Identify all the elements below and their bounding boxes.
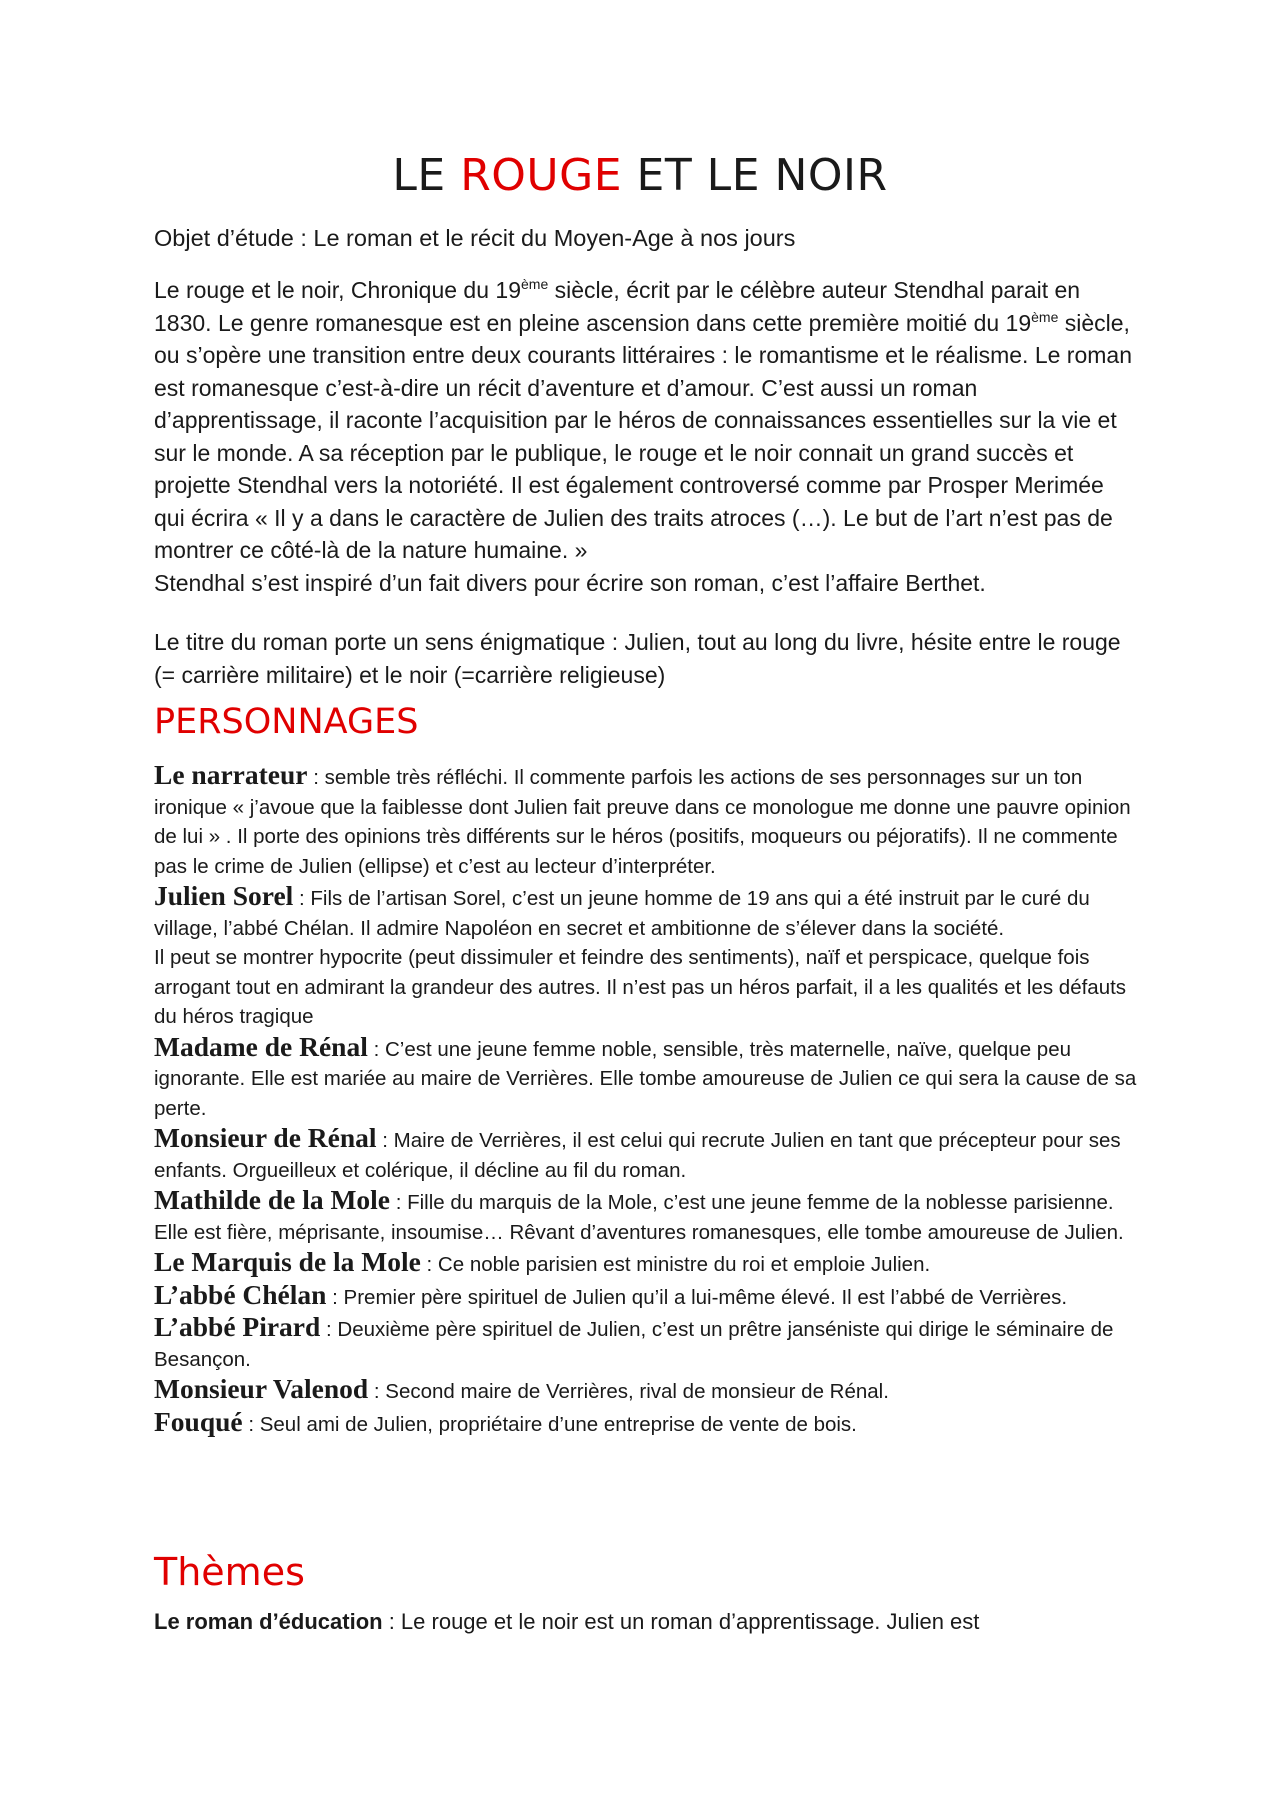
intro-p1 [154, 274, 1134, 567]
character-entry [154, 1247, 1144, 1280]
theme-text: : Le rouge et le noir est un roman d’apprentissage. Julien est [382, 1609, 980, 1634]
intro-p1-b: siècle, écrit par le célèbre auteur Stendhal parait en 1830. Le genre romanesque est en pleine ascension dans cette première moitié du 19 [154, 277, 1081, 336]
character-desc: : Premier père spirituel de Julien qu’il a lui-même élevé. Il est l’abbé de Verrières. [326, 1285, 1068, 1309]
intro-p1-sup2: ème [1031, 308, 1059, 325]
objet-etude: Objet d’étude : Le roman et le récit du Moyen-Age à nos jours [154, 225, 796, 251]
character-name: Madame de Rénal [154, 1030, 368, 1062]
character-name: Fouqué [154, 1405, 243, 1437]
theme-label: Le roman d’éducation [154, 1609, 383, 1634]
character-desc: : C’est une jeune femme noble, sensible, très maternelle, naïve, quelque peu ignorante. Elle est mariée au maire de Verrières. Elle tombe amoureuse de Julien ce qui sera la cause de sa perte. [154, 1037, 1137, 1120]
character-desc: : Second maire de Verrières, rival de monsieur de Rénal. [368, 1380, 889, 1403]
intro-p1-a: Le rouge et le noir, Chronique du 19 [154, 277, 521, 303]
character-name: Le Marquis de la Mole [154, 1246, 421, 1277]
character-desc: : Fils de l’artisan Sorel, c’est un jeune homme de 19 ans qui a été instruit par le curé du village, l’abbé Chélan. Il admire Napoléon en secret et ambitionne de s’élever dans la société. [154, 887, 1090, 940]
title-meaning-paragraph: Le titre du roman porte un sens énigmatique : Julien, tout au long du livre, hésite entre le rouge (= carrière militaire) et le noir (=carrière religieuse) [154, 629, 1121, 688]
personnages-list [154, 760, 1144, 1439]
character-desc: : Maire de Verrières, il est celui qui recrute Julien en tant que précepteur pour ses enfants. Orgueilleux et colérique, il décline au fil du roman. [154, 1129, 1121, 1182]
title-red-word: ROUGE [460, 150, 623, 201]
intro-p2: Stendhal s’est inspiré d’un fait divers pour écrire son roman, c’est l’affaire Berthet. [154, 569, 986, 596]
character-entry [154, 1123, 1144, 1185]
character-name: Monsieur Valenod [154, 1373, 369, 1404]
character-desc: : Ce noble parisien est ministre du roi et emploie Julien. [420, 1253, 931, 1276]
character-entry [154, 1312, 1144, 1374]
character-name: L’abbé Chélan [154, 1278, 327, 1310]
title-part1: LE [392, 150, 461, 201]
character-desc: : Deuxième père spirituel de Julien, c’est un prêtre janséniste qui dirige le séminaire de Besançon. [154, 1318, 1114, 1371]
document-title [0, 150, 1280, 201]
character-entry [154, 881, 1144, 943]
character-entry-continued: Il peut se montrer hypocrite (peut dissimuler et feindre des sentiments), naïf et perspicace, quelque fois arrogant tout en admirant la grandeur des autres. Il n’est pas un héros parfait, il a les qualités et les défauts du héros tragique [154, 946, 1127, 1028]
character-entry [154, 760, 1144, 881]
character-desc: : Seul ami de Julien, propriétaire d’une entreprise de vente de bois. [242, 1412, 857, 1436]
character-name: Julien Sorel [154, 880, 294, 911]
intro-p1-sup1: ème [521, 276, 549, 292]
intro-paragraph [154, 274, 1134, 599]
character-name: L’abbé Pirard [154, 1311, 321, 1342]
character-desc: : Fille du marquis de la Mole, c’est une jeune femme de la noblesse parisienne. Elle est fière, méprisante, insoumise… Rêvant d’aventures romanesques, elle tombe amoureuse de Julien. [154, 1191, 1124, 1244]
title-part2: ET LE NOIR [622, 150, 888, 201]
character-name: Mathilde de la Mole [154, 1184, 391, 1215]
personnages-heading: PERSONNAGES [154, 702, 419, 742]
character-entry [154, 1185, 1144, 1247]
intro-p1-c: siècle, ou s’opère une transition entre deux courants littéraires : le romantisme et le réalisme. Le roman est romanesque c’est-à-dire un récit d’aventure et d’amour. C’est aussi un roman d’apprentissage, il raconte l’acquisition par le héros de connaissances essentielles sur la vie et sur le monde. A sa réception par le publique, le rouge et le noir connait un grand succès et projette Stendhal vers la notoriété. Il est également controversé comme par Prosper Merimée qui écrira « Il y a dans le caractère de Julien des traits atroces (…). Le but de l’art n’est pas de montrer ce côté-là de la nature humaine. » [154, 309, 1132, 563]
character-entry [154, 1407, 1144, 1440]
character-desc: : semble très réfléchi. Il commente parfois les actions de ses personnages sur un ton ironique « j’avoue que la faiblesse dont Julien fait preuve dans ce monologue me donne une pauvre opinion de lui » . Il porte des opinions très différents sur le héros (positifs, moqueurs ou péjoratifs). Il ne commente pas le crime de Julien (ellipse) et c’est au lecteur d’interpréter. [154, 766, 1131, 878]
character-name: Le narrateur [154, 759, 308, 790]
themes-heading: Thèmes [154, 1550, 305, 1594]
character-name: Monsieur de Rénal [154, 1122, 377, 1153]
character-entry [154, 1280, 1144, 1313]
character-entry [154, 1032, 1144, 1124]
character-entry [154, 1374, 1144, 1407]
theme-entry [154, 1607, 1134, 1637]
